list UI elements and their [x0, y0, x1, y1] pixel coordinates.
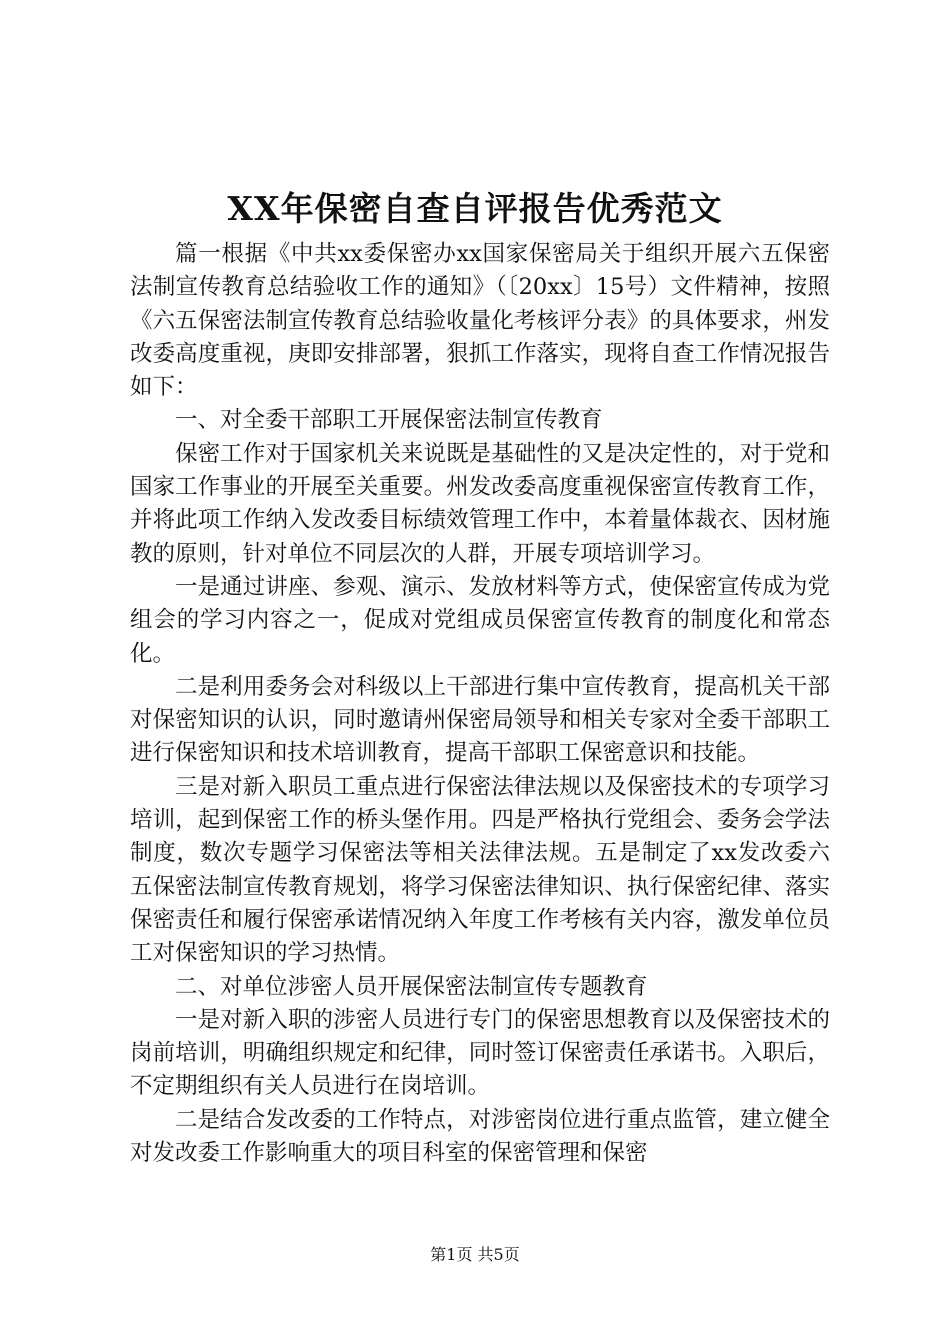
paragraph-intro: 篇一根据《中共xx委保密办xx国家保密局关于组织开展六五保密法制宣传教育总结验收工作的通知》（〔20xx〕15号）文件精神，按照《六五保密法制宣传教育总结验收量化考核评分表》的具体要求，州发改委高度重视，庚即安排部署，狠抓工作落实，现将自查工作情况报告如下： [130, 241, 830, 401]
page-footer: 第1页 共5页 [430, 1245, 520, 1264]
document-title: XX年保密自查自评报告优秀范文 [227, 189, 723, 228]
paragraph: 二是利用委务会对科级以上干部进行集中宣传教育，提高机关干部对保密知识的认识，同时邀请州保密局领导和相关专家对全委干部职工进行保密知识和技术培训教育，提高干部职工保密意识和技能。 [130, 673, 830, 767]
paragraph: 二是结合发改委的工作特点，对涉密岗位进行重点监管，建立健全对发改委工作影响重大的项目科室的保密管理和保密 [130, 1106, 830, 1167]
paragraph: 一是对新入职的涉密人员进行专门的保密思想教育以及保密技术的岗前培训，明确组织规定和纪律，同时签订保密责任承诺书。入职后，不定期组织有关人员进行在岗培训。 [130, 1006, 830, 1100]
paragraph: 一是通过讲座、参观、演示、发放材料等方式，使保密宣传成为党组会的学习内容之一，促成对党组成员保密宣传教育的制度化和常态化。 [130, 573, 830, 667]
section-heading-1: 一、对全委干部职工开展保密法制宣传教育 [175, 407, 603, 434]
section-heading-2: 二、对单位涉密人员开展保密法制宣传专题教育 [175, 973, 648, 1000]
paragraph: 保密工作对于国家机关来说既是基础性的又是决定性的，对于党和国家工作事业的开展至关重要。州发改委高度重视保密宣传教育工作，并将此项工作纳入发改委目标绩效管理工作中，本着量体裁衣、因材施教的原则，针对单位不同层次的人群，开展专项培训学习。 [130, 440, 830, 567]
document-body [130, 238, 830, 1170]
paragraph: 三是对新入职员工重点进行保密法律法规以及保密技术的专项学习培训，起到保密工作的桥头堡作用。四是严格执行党组会、委务会学法制度，数次专题学习保密法等相关法律法规。五是制定了xx发改委六五保密法制宣传教育规划，将学习保密法律知识、执行保密纪律、落实保密责任和履行保密承诺情况纳入年度工作考核有关内容，激发单位员工对保密知识的学习热情。 [130, 773, 830, 967]
